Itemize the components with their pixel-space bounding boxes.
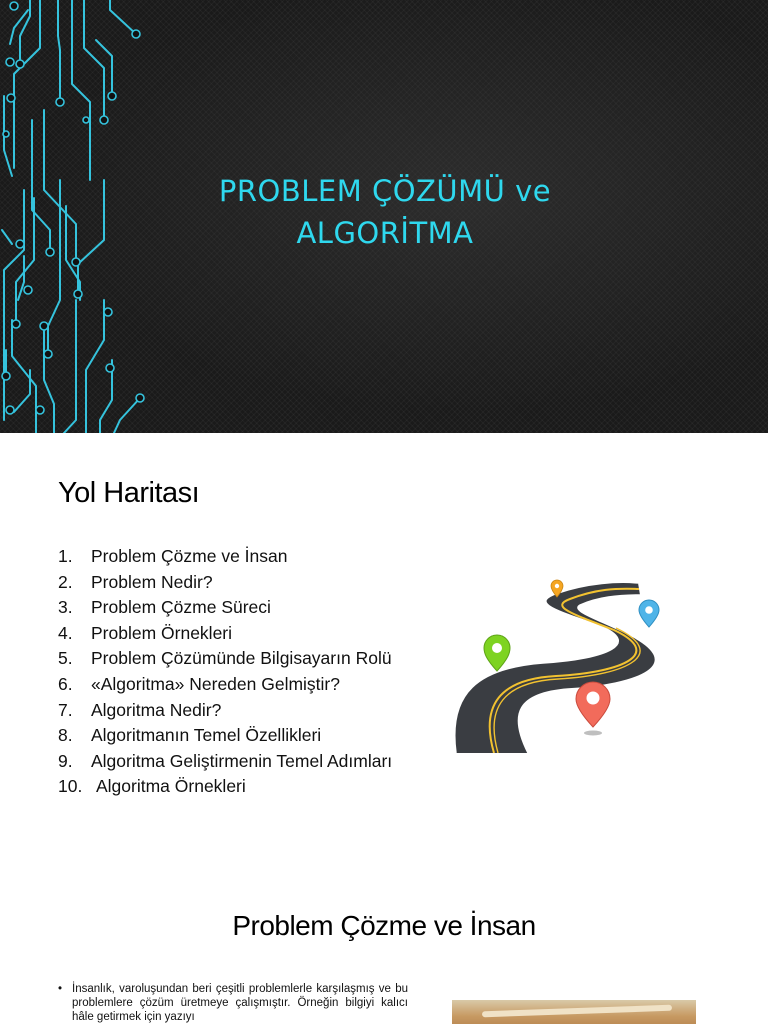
circuit-board-decoration [0,0,160,433]
roadmap-item: 1. Problem Çözme ve İnsan [58,546,288,566]
map-pin-icon [639,600,659,627]
roadmap-item: 10. Algoritma Örnekleri [58,776,246,797]
roadmap-item: 6. «Algoritma» Nereden Gelmiştir? [58,673,340,694]
roadmap-heading: Yol Haritası [58,477,200,509]
map-pin-icon [576,682,610,736]
roadmap-item: 5. Problem Çözümünde Bilgisayarın Rolü [58,648,392,669]
title-line-2: ALGORİTMA [296,216,474,250]
slide-heading: Problem Çözme ve İnsan [232,910,536,941]
roadmap-item: 7. Algoritma Nedir? [58,699,222,720]
roadmap-item: 2. Problem Nedir? [58,571,213,592]
roadmap-item: 3. Problem Çözme Süreci [58,597,271,618]
roadmap-list [58,544,392,800]
title-line-1: PROBLEM ÇÖZÜMÜ ve [218,174,552,208]
roadmap-slide [0,433,768,868]
winding-road-illustration [448,573,673,753]
map-pin-icon [484,635,510,671]
bullet-icon: • [58,983,63,995]
slide-photo [452,1000,696,1024]
roadmap-item: 9. Algoritma Geliştirmenin Temel Adımları [58,750,393,771]
bullet-paragraph [58,982,408,1024]
paragraph-text: İnsanlık, varoluşundan beri çeşitli problemlerle karşılaşmış ve bu problemlere çözüm üretmeye çalışmıştır. Örneğin bilgiyi kalıcı hâle getirmek için yazıyı [72,983,408,1023]
problem-solving-slide [0,868,768,1024]
roadmap-item: 8. Algoritmanın Temel Özellikleri [58,725,322,746]
presentation-title [170,170,600,254]
roadmap-item: 4. Problem Örnekleri [58,622,233,643]
title-slide [0,0,768,433]
